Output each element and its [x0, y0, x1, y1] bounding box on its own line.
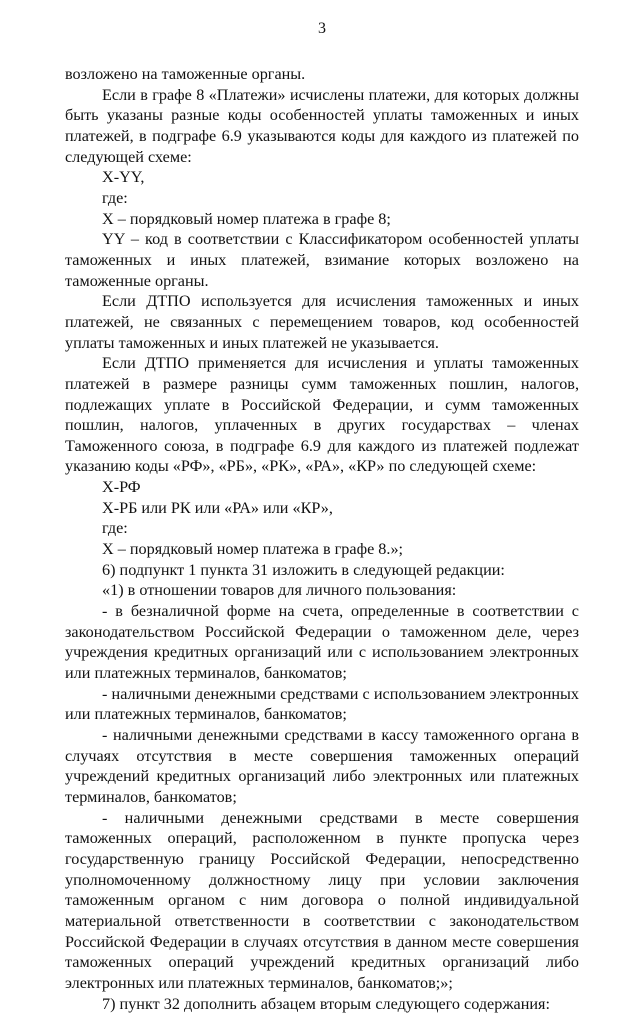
paragraph: - наличными денежными средствами в кассу таможенного органа в случаях отсутствия в месте совершения таможенных операций учреждений кредитных организаций либо электронных или платежных терминалов, банкоматов;: [65, 726, 579, 806]
paragraph: где:: [102, 519, 128, 538]
paragraph: Если ДТПО применяется для исчисления и уплаты таможенных платежей в размере разницы сумм таможенных пошлин, налогов, подлежащих уплате в Российской Федерации, и сумм таможенных пошлин, налогов, уплаченных в других государствах – членах Таможенного союза, в подграфе 6.9 для каждого из платежей подлежат указанию коды «РФ», «РБ», «РК», «РА», «КР» по следующей схеме:: [65, 354, 579, 476]
paragraph: - в безналичной форме на счета, определенные в соответствии с законодательством Российской Федерации о таможенном деле, через учреждения кредитных организаций или с использованием электронных или платежных терминалов, банкоматов;: [65, 602, 579, 683]
page-number: 3: [318, 20, 326, 37]
paragraph: X-РБ или РК или «РА» или «КР»,: [102, 498, 333, 517]
paragraph: «1) в отношении товаров для личного пользования:: [102, 581, 457, 600]
paragraph: X – порядковый номер платежа в графе 8.»;: [102, 540, 404, 559]
paragraph: X-РФ: [102, 478, 141, 497]
paragraph: - наличными денежными средствами с использованием электронных или платежных терминалов, банкоматов;: [65, 684, 579, 724]
paragraph: возложено на таможенные органы.: [65, 65, 306, 83]
paragraph: - наличными денежными средствами в месте совершения таможенных операций, расположенном в пункте пропуска через государственную границу Российской Федерации, непосредственно уполномоченному должностному лицу при условии заключения таможенным органом с ним договора о полной индивидуальной материальной ответственности в соответствии с законодательством Российской Федерации в случаях отсутствия в данном месте совершения таможенных операций учреждений кредитных организаций либо электронных или платежных терминалов, банкоматов;»;: [65, 808, 579, 992]
paragraph: Если в графе 8 «Платежи» исчислены платежи, для которых должны быть указаны разные коды особенностей уплаты таможенных и иных платежей, в подграфе 6.9 указываются коды для каждого из платежей по следующей схеме:: [65, 85, 579, 166]
paragraph: 7) пункт 32 дополнить абзацем вторым следующего содержания:: [102, 994, 550, 1013]
paragraph: X – порядковый номер платежа в графе 8;: [102, 209, 391, 228]
paragraph: X-YY,: [102, 168, 145, 187]
paragraph: где:: [102, 188, 128, 207]
document-body: [65, 64, 579, 1014]
paragraph: Если ДТПО используется для исчисления таможенных и иных платежей, не связанных с перемещением товаров, код особенностей уплаты таможенных и иных платежей не указывается.: [65, 292, 579, 352]
paragraph: 6) подпункт 1 пункта 31 изложить в следующей редакции:: [102, 560, 505, 579]
paragraph: YY – код в соответствии с Классификатором особенностей уплаты таможенных и иных платежей, взимание которых возложено на таможенные органы.: [65, 230, 579, 290]
